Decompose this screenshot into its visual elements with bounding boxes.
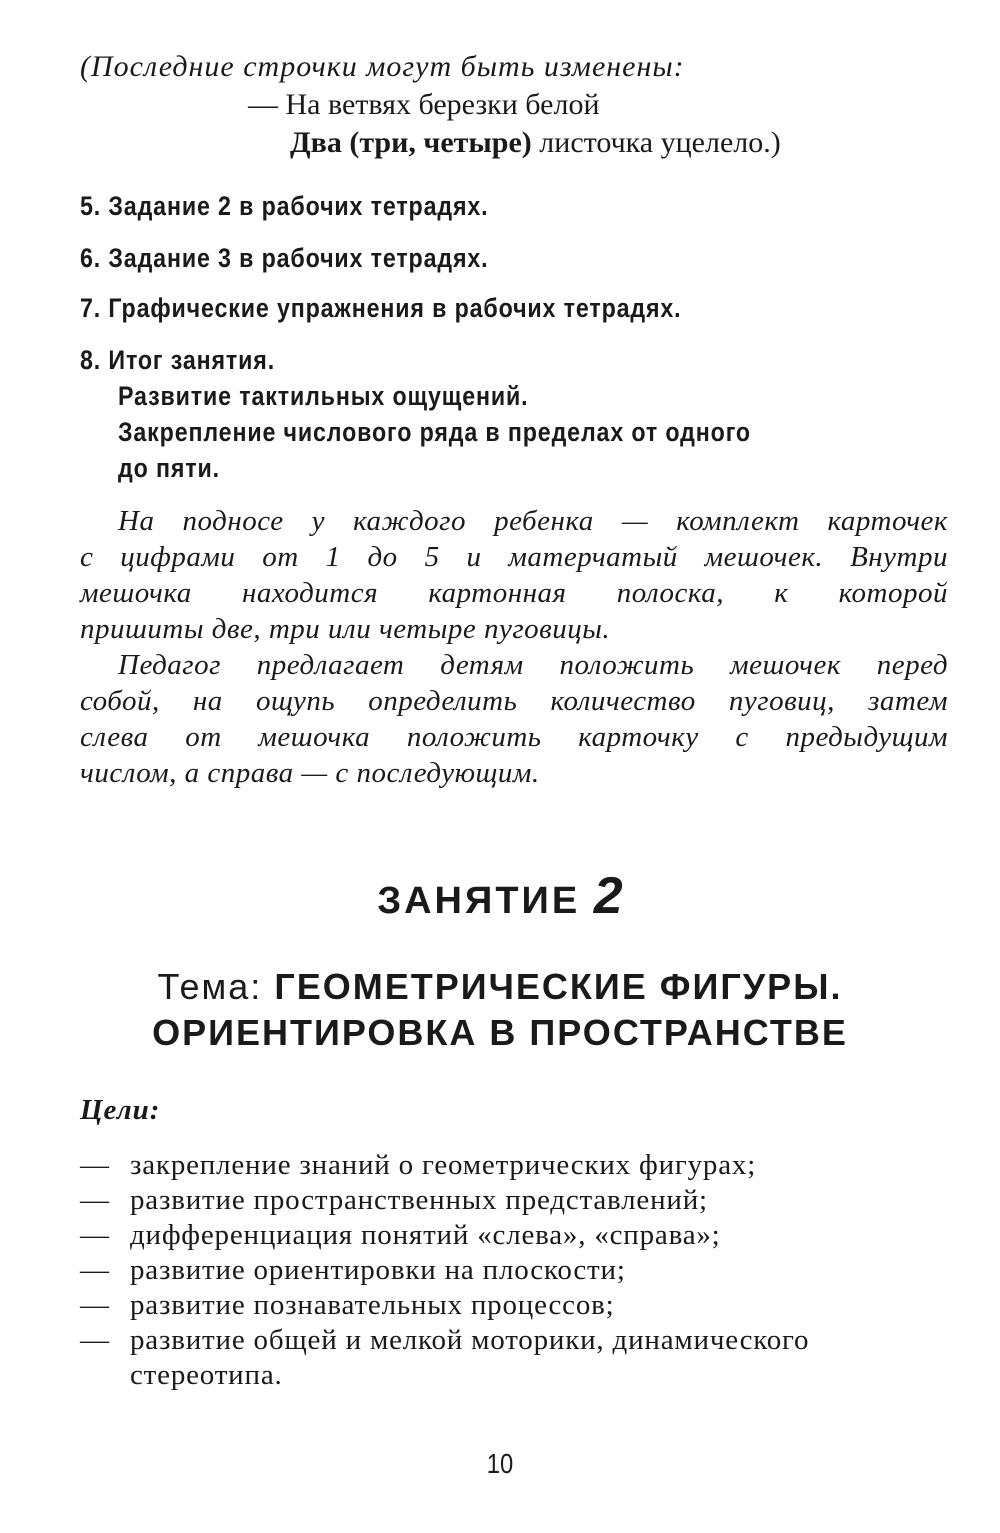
theme-title-line-1: ГЕОМЕТРИЧЕСКИЕ ФИГУРЫ. <box>274 966 843 1007</box>
goal-item <box>80 1253 626 1288</box>
note-poem-line-2-bold: Два (три, четыре) <box>290 126 532 159</box>
paragraph-2-line-1: Педагог предлагает детям положить мешочек перед <box>118 649 948 681</box>
goal-dash: — <box>80 1324 110 1356</box>
theme-prefix: Тема: <box>157 966 275 1007</box>
step-6: 6. Задание 3 в рабочих тетрадях. <box>80 243 489 273</box>
step-8: 8. Итог занятия. <box>80 345 276 375</box>
goal-item <box>80 1183 708 1218</box>
paragraph-1-line-3: мешочка находится картонная полоска, к которой <box>80 577 948 609</box>
page-number: 10 <box>486 1448 514 1479</box>
lesson-heading <box>0 868 1000 929</box>
note-intro: (Последние строчки могут быть изменены: <box>80 50 685 83</box>
paragraph-1-line-2: с цифрами от 1 до 5 и матерчатый мешочек. Внутри <box>80 541 948 573</box>
goal-item <box>80 1148 756 1183</box>
goal-text: развитие ориентировки на плоскости; <box>130 1254 626 1286</box>
paragraph-2-line-3: слева от мешочка положить карточку с предыдущим <box>80 721 948 753</box>
theme-title-line-2: ОРИЕНТИРОВКА В ПРОСТРАНСТВЕ <box>152 1012 848 1053</box>
paragraph-2-line-4: числом, а справа — с последующим. <box>80 757 540 789</box>
step-8-sub-line-1: Развитие тактильных ощущений. <box>118 381 529 411</box>
lesson-number: 2 <box>593 867 623 925</box>
paragraph-2-line-2: собой, на ощупь определить количество пуговиц, затем <box>80 685 948 717</box>
goal-text: развитие познавательных процессов; <box>130 1289 615 1321</box>
goal-item <box>80 1218 721 1253</box>
note-poem-line-1: — На ветвях березки белой <box>248 88 600 121</box>
goal-item <box>80 1288 614 1323</box>
note-poem-line-2-rest: листочка уцелело.) <box>531 126 781 159</box>
note-poem-line-2 <box>290 124 781 162</box>
paragraph-1-line-1: На подносе у каждого ребенка — комплект карточек <box>118 505 948 537</box>
goal-item-continuation: стереотипа. <box>130 1359 283 1391</box>
step-8-sub-line-2: Закрепление числового ряда в пределах от одного <box>118 417 751 447</box>
goal-text: развитие пространственных представлений; <box>130 1184 708 1216</box>
step-7: 7. Графические упражнения в рабочих тетрадях. <box>80 293 682 323</box>
goal-dash: — <box>80 1184 110 1216</box>
theme-line-1 <box>0 964 1000 1010</box>
goals-label: Цели: <box>80 1094 161 1126</box>
goal-text: развитие общей и мелкой моторики, динамического <box>130 1324 810 1356</box>
goal-text: дифференциация понятий «слева», «справа»; <box>130 1219 721 1251</box>
goal-dash: — <box>80 1149 110 1181</box>
step-8-sub-line-3: до пяти. <box>118 453 220 483</box>
goal-text: закрепление знаний о геометрических фигурах; <box>130 1149 757 1181</box>
paragraph-1-line-4: пришиты две, три или четыре пуговицы. <box>80 613 611 645</box>
step-5: 5. Задание 2 в рабочих тетрадях. <box>80 191 489 221</box>
goal-dash: — <box>80 1254 110 1286</box>
goal-dash: — <box>80 1219 110 1251</box>
goal-item <box>80 1323 809 1358</box>
lesson-label: ЗАНЯТИЕ <box>377 880 581 922</box>
goal-dash: — <box>80 1289 110 1321</box>
